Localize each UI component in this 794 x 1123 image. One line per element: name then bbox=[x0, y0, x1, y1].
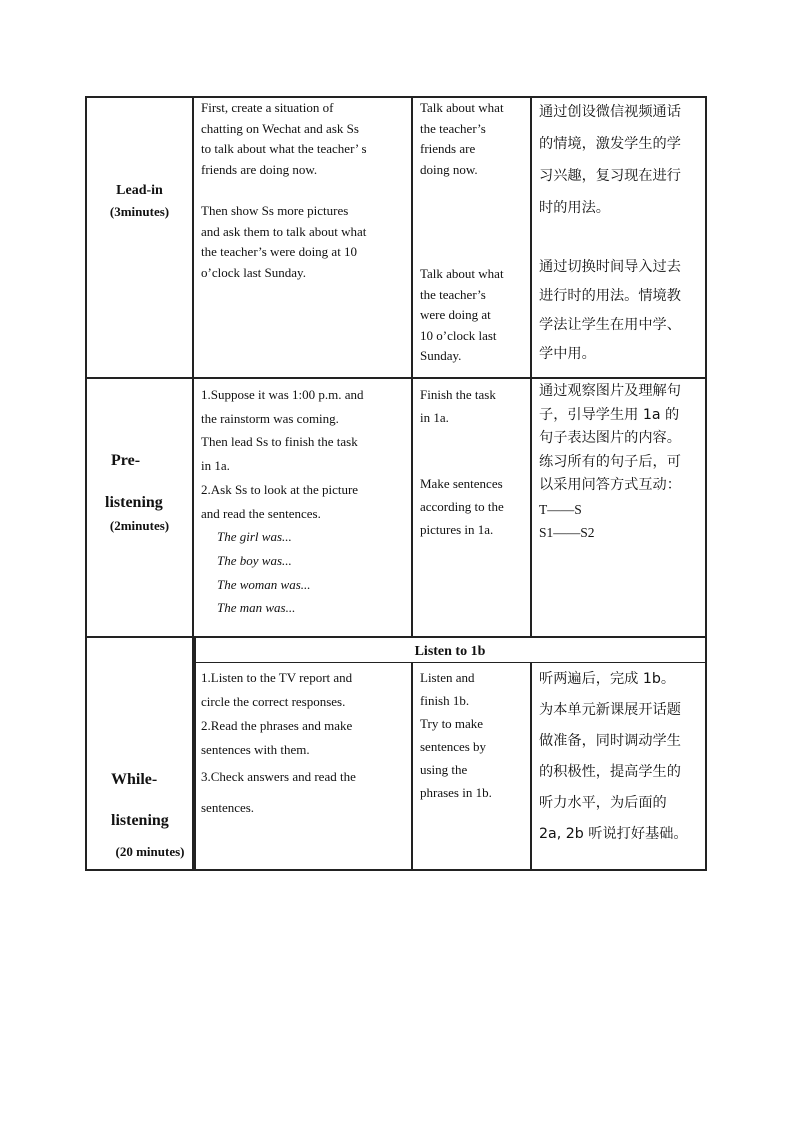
stage-name: Pre- bbox=[111, 452, 141, 469]
text-line: Try to make bbox=[420, 716, 484, 731]
text-line: First, create a situation of bbox=[201, 100, 334, 115]
text-line: the teacher’s bbox=[420, 286, 486, 302]
text-line: Then show Ss more pictures bbox=[201, 203, 349, 218]
stage-cell-while-listening bbox=[111, 759, 171, 841]
text-line: doing now. bbox=[420, 161, 478, 177]
stage-duration: (3minutes) bbox=[109, 204, 170, 219]
spacer bbox=[201, 180, 411, 201]
example-sentence: The woman was... bbox=[217, 576, 311, 592]
text-line: 1.Suppose it was 1:00 p.m. and bbox=[201, 387, 364, 402]
teacher-activity-cell bbox=[201, 383, 411, 620]
stage-duration: (20 minutes) bbox=[115, 844, 185, 859]
text-line: o’clock last Sunday. bbox=[201, 264, 306, 280]
example-sentence: The boy was... bbox=[217, 552, 292, 568]
student-activity-cell bbox=[420, 98, 530, 180]
column-divider-double bbox=[194, 636, 196, 871]
text-line: 通过观察图片及理解句 bbox=[539, 383, 681, 399]
student-activity-cell bbox=[420, 264, 530, 367]
text-line: Sunday. bbox=[420, 348, 462, 363]
text-line: using the bbox=[420, 762, 468, 777]
purpose-cell bbox=[539, 253, 707, 369]
text-line: 听两遍后，完成 1b。 bbox=[539, 671, 676, 687]
text-line: according to the bbox=[420, 499, 504, 514]
stage-duration-cell bbox=[87, 844, 213, 860]
teacher-activity-cell bbox=[201, 666, 411, 824]
text-line: 为本单元新课展开话题 bbox=[539, 702, 681, 718]
lesson-plan-table bbox=[85, 96, 707, 871]
stage-name: Lead-in bbox=[116, 183, 163, 198]
text-line: 通过切换时间导入过去 bbox=[539, 259, 681, 275]
text-line: 听力水平，为后面的 bbox=[539, 795, 667, 811]
text-line: 练习所有的句子后，可 bbox=[539, 453, 681, 470]
text-line: T——S bbox=[539, 501, 582, 517]
text-line: 学法让学生在用中学、 bbox=[539, 317, 681, 333]
teacher-activity-cell bbox=[201, 98, 411, 283]
text-line: phrases in 1b. bbox=[420, 785, 492, 800]
text-line: finish 1b. bbox=[420, 693, 470, 708]
text-line: 3.Check answers and read the bbox=[201, 769, 356, 784]
text-line: Talk about what bbox=[420, 100, 504, 115]
purpose-cell bbox=[539, 664, 707, 850]
example-sentence: The girl was... bbox=[217, 529, 292, 545]
text-line: 进行时的用法。情境教 bbox=[539, 288, 681, 304]
text-line: 学中用。 bbox=[539, 346, 596, 362]
text-line: 2.Read the phrases and make bbox=[201, 718, 353, 733]
text-line: 2a, 2b 听说打好基础。 bbox=[539, 826, 688, 842]
text-line: Talk about what bbox=[420, 266, 504, 281]
stage-duration-cell bbox=[87, 518, 192, 534]
student-activity-cell bbox=[420, 472, 530, 541]
text-line: 通过创设微信视频通话 bbox=[539, 104, 681, 120]
row-divider bbox=[85, 377, 707, 379]
text-line: chatting on Wechat and ask Ss bbox=[201, 120, 359, 136]
column-divider bbox=[411, 663, 413, 871]
purpose-cell bbox=[539, 380, 707, 545]
text-line: and read the sentences. bbox=[201, 505, 321, 521]
text-line: Make sentences bbox=[420, 476, 503, 491]
student-activity-cell bbox=[420, 383, 530, 429]
text-line: and ask them to talk about what bbox=[201, 223, 367, 239]
text-line: 以采用问答方式互动： bbox=[539, 477, 681, 493]
text-line: 句子表达图片的内容。 bbox=[539, 430, 681, 446]
text-line: 做准备，同时调动学生 bbox=[539, 733, 681, 749]
stage-name: While- bbox=[111, 771, 158, 788]
stage-cell-lead-in bbox=[87, 180, 192, 222]
stage-name: listening bbox=[111, 812, 169, 829]
example-sentence: The man was... bbox=[217, 600, 296, 616]
text-line: sentences. bbox=[201, 800, 255, 815]
text-line: 2.Ask Ss to look at the picture bbox=[201, 481, 359, 497]
text-line: circle the correct responses. bbox=[201, 694, 346, 709]
text-line: the teacher’s bbox=[420, 120, 486, 136]
subheader-listen-1b: Listen to 1b bbox=[414, 644, 486, 659]
stage-cell-pre-listening bbox=[105, 440, 163, 524]
text-line: 10 o’clock last bbox=[420, 327, 497, 343]
text-line: 的情境，激发学生的学 bbox=[539, 136, 681, 152]
text-line: the teacher’s were doing at 10 bbox=[201, 244, 358, 259]
text-line: friends are doing now. bbox=[201, 161, 318, 177]
text-line: in 1a. bbox=[420, 410, 449, 425]
text-line: S1——S2 bbox=[539, 525, 595, 540]
text-line: friends are bbox=[420, 141, 476, 156]
student-activity-cell bbox=[420, 666, 530, 804]
column-divider bbox=[530, 663, 532, 871]
text-line: 1.Listen to the TV report and bbox=[201, 670, 353, 685]
text-line: 时的用法。 bbox=[539, 200, 610, 216]
text-line: sentences by bbox=[420, 739, 487, 754]
table-border-bottom bbox=[85, 869, 707, 871]
text-line: Then lead Ss to finish the task bbox=[201, 434, 358, 450]
column-divider bbox=[411, 96, 413, 637]
text-line: Finish the task bbox=[420, 387, 496, 402]
text-line: 习兴趣，复习现在进行 bbox=[539, 168, 681, 184]
text-line: in 1a. bbox=[201, 458, 230, 474]
text-line: sentences with them. bbox=[201, 742, 310, 757]
stage-duration: (2minutes) bbox=[109, 518, 170, 533]
stage-name: listening bbox=[105, 494, 163, 511]
text-line: pictures in 1a. bbox=[420, 522, 494, 537]
text-line: 的积极性，提高学生的 bbox=[539, 764, 681, 780]
text-line: were doing at bbox=[420, 307, 491, 322]
subheader-divider bbox=[193, 662, 707, 663]
purpose-cell bbox=[539, 96, 707, 224]
text-line: to talk about what the teacher’ s bbox=[201, 141, 367, 156]
row-divider bbox=[85, 636, 707, 638]
column-divider bbox=[530, 96, 532, 637]
text-line: the rainstorm was coming. bbox=[201, 410, 339, 426]
text-line: 子，引导学生用 1a 的 bbox=[539, 406, 680, 423]
text-line: Listen and bbox=[420, 670, 475, 685]
